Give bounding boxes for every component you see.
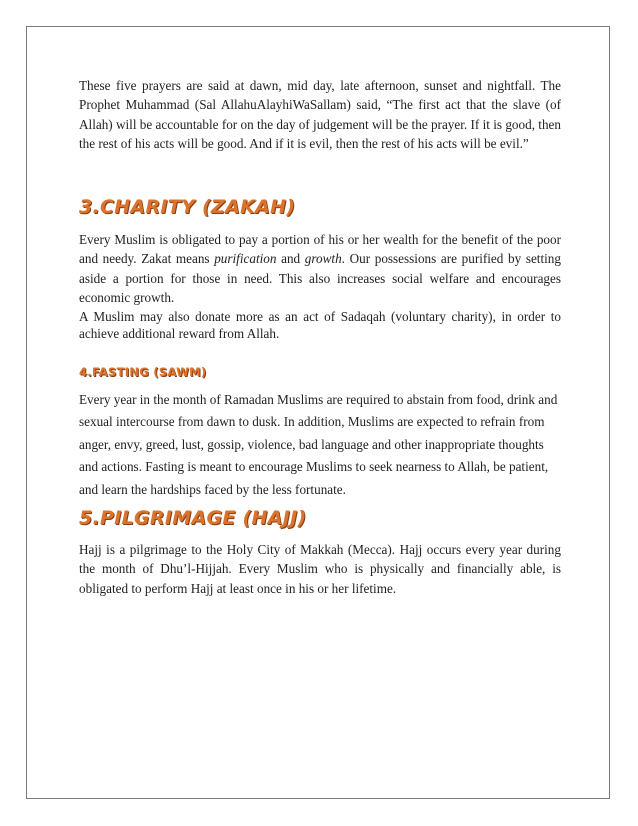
charity-heading: 3.CHARITY (ZAKAH): [79, 196, 296, 218]
charity-text-2: . Our possessions are purified by setting aside a portion for those in need. This also increases social welfare and encourages economic growth.: [79, 251, 561, 306]
growth-term: growth: [304, 251, 342, 267]
purification-term: purification: [214, 251, 277, 267]
fasting-section: [79, 389, 561, 501]
pilgrimage-heading: 5.PILGRIMAGE (HAJJ): [79, 507, 307, 529]
charity-and: and: [276, 251, 305, 267]
fasting-paragraph: Every year in the month of Ramadan Muslims are required to abstain from food, drink and sexual intercourse from dawn to dusk. In addition, Muslims are expected to refrain from anger, envy, greed, lust, gossip, violence, bad language and other inappropriate thoughts and actions. Fasting is meant to encourage Muslims to seek nearness to Allah, be patient, and learn the hardships faced by the less fortunate.: [79, 392, 558, 497]
charity-paragraph-2: A Muslim may also donate more as an act of Sadaqah (voluntary charity), in order to achieve additional reward from Allah.: [79, 308, 561, 342]
prayer-section: [79, 76, 561, 154]
charity-text-1: Every Muslim is obligated to pay a portion of his or her wealth for the benefit of the poor and needy. Zakat means: [79, 232, 561, 267]
charity-paragraph-1: [79, 230, 561, 308]
pilgrimage-section: [79, 540, 561, 598]
charity-section: [79, 230, 561, 343]
prayer-paragraph: These five prayers are said at dawn, mid day, late afternoon, sunset and nightfall. The Prophet Muhammad (Sal AllahuAlayhiWaSallam) said, “The first act that the slave (of Allah) will be accountable for on the day of judgement will be the prayer. If it is good, then the rest of his acts will be good. And if it is evil, then the rest of his acts will be evil.”: [79, 78, 561, 152]
pilgrimage-paragraph: Hajj is a pilgrimage to the Holy City of Makkah (Mecca). Hajj occurs every year during the month of Dhu’l-Hijjah. Every Muslim who is physically and financially able, is obligated to perform Hajj at least once in his or her lifetime.: [79, 542, 561, 596]
fasting-heading: 4.FASTING (SAWM): [79, 365, 207, 379]
